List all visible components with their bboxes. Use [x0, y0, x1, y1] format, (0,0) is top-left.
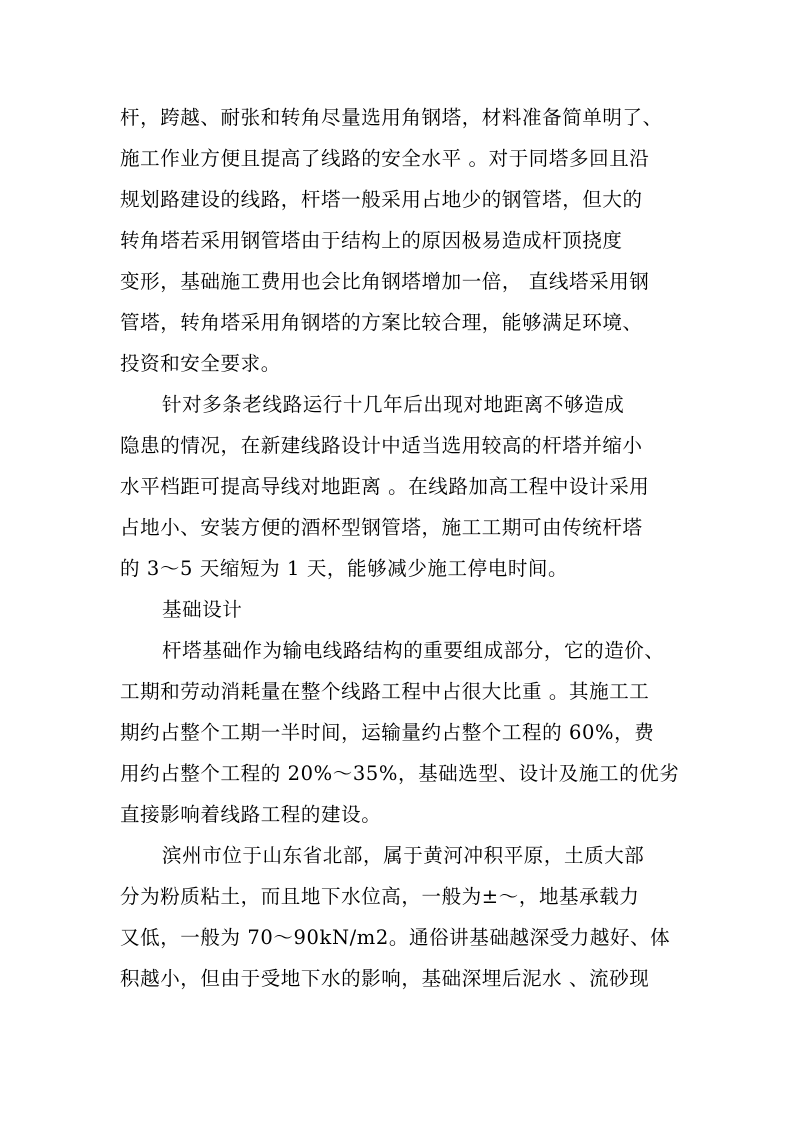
- text-line-2: 施工作业方便且提高了线路的安全水平 。对于同塔多回且沿: [120, 147, 650, 170]
- text-line-1: 杆，跨越、耐张和转角尽量选用角钢塔，材料准备简单明了、: [120, 106, 663, 129]
- text-line-3: 规划路建设的线路，杆塔一般采用占地少的钢管塔，但大的: [120, 188, 643, 211]
- text-line-9: 隐患的情况，在新建线路设计中适当选用较高的杆塔并缩小: [120, 434, 643, 457]
- text-line-17: 用约占整个工程的 20%～35%，基础选型、设计及施工的优劣: [120, 762, 680, 785]
- text-line-22: 积越小，但由于受地下水的影响，基础深埋后泥水 、流砂现: [120, 967, 650, 990]
- section-heading: 基础设计: [162, 598, 243, 621]
- text-line-10: 水平档距可提高导线对地距离 。在线路加高工程中设计采用: [120, 475, 650, 498]
- text-line-7: 投资和安全要求。: [120, 352, 281, 375]
- text-line-4: 转角塔若采用钢管塔由于结构上的原因极易造成杆顶挠度: [120, 229, 623, 252]
- paragraph-3-first-line: 杆塔基础作为输电线路结构的重要组成部分，它的造价、: [162, 639, 665, 662]
- text-line-15: 工期和劳动消耗量在整个线路工程中占很大比重 。其施工工: [120, 680, 650, 703]
- text-line-6: 管塔，转角塔采用角钢塔的方案比较合理，能够满足环境、: [120, 311, 643, 334]
- text-line-21: 又低，一般为 70～90kN/m2。通俗讲基础越深受力越好、体: [120, 926, 671, 949]
- text-line-5: 变形，基础施工费用也会比角钢塔增加一倍， 直线塔采用钢: [120, 270, 650, 293]
- text-line-18: 直接影响着线路工程的建设。: [120, 803, 382, 826]
- paragraph-4-first-line: 滨州市位于山东省北部，属于黄河冲积平原，土质大部: [162, 844, 645, 867]
- text-line-12: 的 3～5 天缩短为 1 天，能够减少施工停电时间。: [120, 557, 569, 580]
- text-line-11: 占地小、安装方便的酒杯型钢管塔，施工工期可由传统杆塔: [120, 516, 643, 539]
- text-line-16: 期约占整个工期一半时间，运输量约占整个工程的 60%，费: [120, 721, 655, 744]
- paragraph-2-first-line: 针对多条老线路运行十几年后出现对地距离不够造成: [162, 393, 625, 416]
- text-line-20: 分为粉质粘土，而且地下水位高，一般为±～，地基承载力: [120, 885, 640, 908]
